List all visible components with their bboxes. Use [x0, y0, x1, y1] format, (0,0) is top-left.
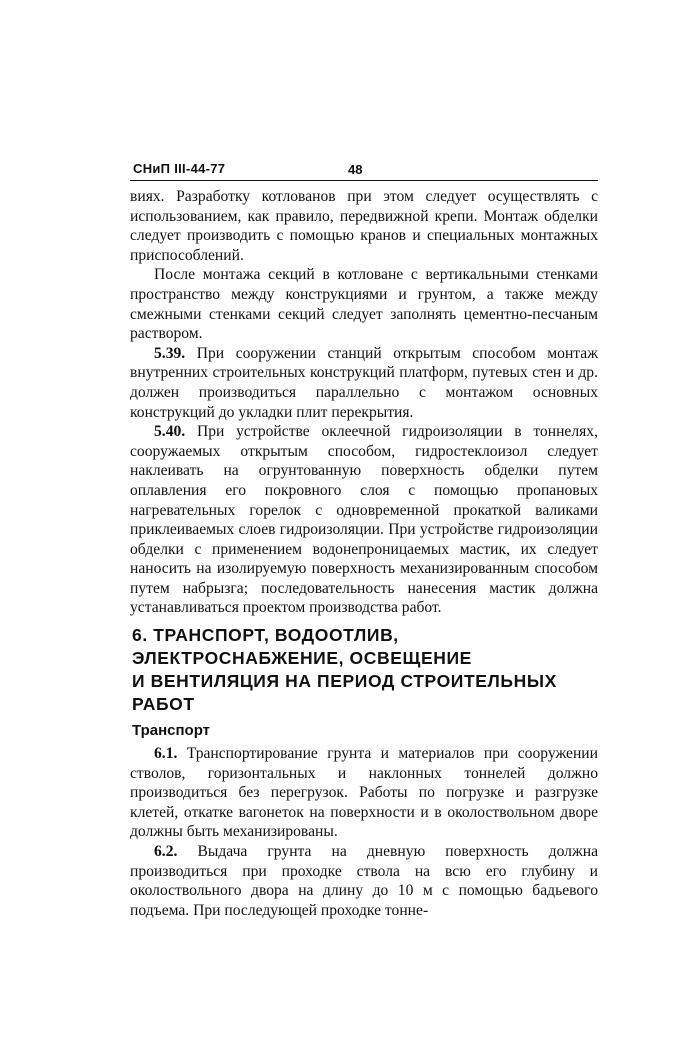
section-heading-line: РАБОТ [132, 694, 195, 715]
paragraph-group-top [130, 187, 598, 618]
paragraph [130, 842, 598, 920]
paragraph [130, 744, 598, 842]
paragraph [130, 344, 598, 422]
document-code: СНиП III-44-77 [133, 161, 226, 176]
subsection-heading: Транспорт [132, 722, 211, 740]
clause-number: 6.2. [154, 843, 178, 861]
running-header [130, 158, 598, 181]
paragraph-text: При сооружении станций открытым способом монтаж внутренних строительных конструкций платформ, путевых стен и др. должен производиться параллельно с монтажом основных конструкций до укладки плит перекрытия. [130, 344, 598, 421]
document-page [130, 158, 598, 920]
paragraph [130, 265, 598, 343]
paragraph-group-bottom [130, 744, 598, 920]
paragraph [130, 187, 598, 265]
body-text [130, 187, 598, 920]
section-heading [132, 624, 598, 716]
clause-number: 5.39. [154, 344, 186, 362]
paragraph-text: После монтажа секций в котловане с вертикальными стенками пространство между конструкциями и грунтом, а также между смежными стенками секций следует заполнять цементно-песчаным раствором. [130, 266, 598, 343]
clause-number: 6.1. [154, 745, 178, 763]
page-number: 48 [348, 162, 363, 177]
clause-number: 5.40. [154, 423, 186, 441]
paragraph-text: При устройстве оклеечной гидроизоляции в тоннелях, сооружаемых открытым способом, гидростеклоизол следует наклеивать на огрунтованную поверхность обделки путем оплавления его покровного слоя с помощью пропановых нагревательных горелок с одновременной прокаткой валиками приклеиваемых слоев гидроизоляции. При устройстве гидроизоляции обделки с применением водонепроницаемых мастик, их следует наносить на изолируемую поверхность механизированным способом путем набрызга; последовательность нанесения мастик должна устанавливаться проектом производства работ. [130, 423, 598, 617]
paragraph-text: Выдача грунта на дневную поверхность должна производиться при проходке ствола на всю его глубину и околоствольного двора на длину до 10 м с помощью бадьевого подъема. При последующей проходке тонне- [130, 843, 598, 919]
section-heading-line: 6. ТРАНСПОРТ, ВОДООТЛИВ, [132, 625, 399, 646]
paragraph-text: Транспортирование грунта и материалов при сооружении стволов, горизонтальных и наклонных тоннелей должно производиться без перегрузок. Работы по погрузке и разгрузке клетей, откатке вагонеток на поверхности и в околоствольном дворе должны быть механизированы. [130, 745, 598, 841]
paragraph [130, 422, 598, 618]
paragraph-text: виях. Разработку котлованов при этом следует осуществлять с использованием, как правило, передвижной крепи. Монтаж обделки следует производить с помощью кранов и специальных монтажных приспособлений. [130, 188, 598, 264]
section-heading-line: И ВЕНТИЛЯЦИЯ НА ПЕРИОД СТРОИТЕЛЬНЫХ [132, 671, 557, 692]
section-heading-line: ЭЛЕКТРОСНАБЖЕНИЕ, ОСВЕЩЕНИЕ [132, 648, 472, 669]
